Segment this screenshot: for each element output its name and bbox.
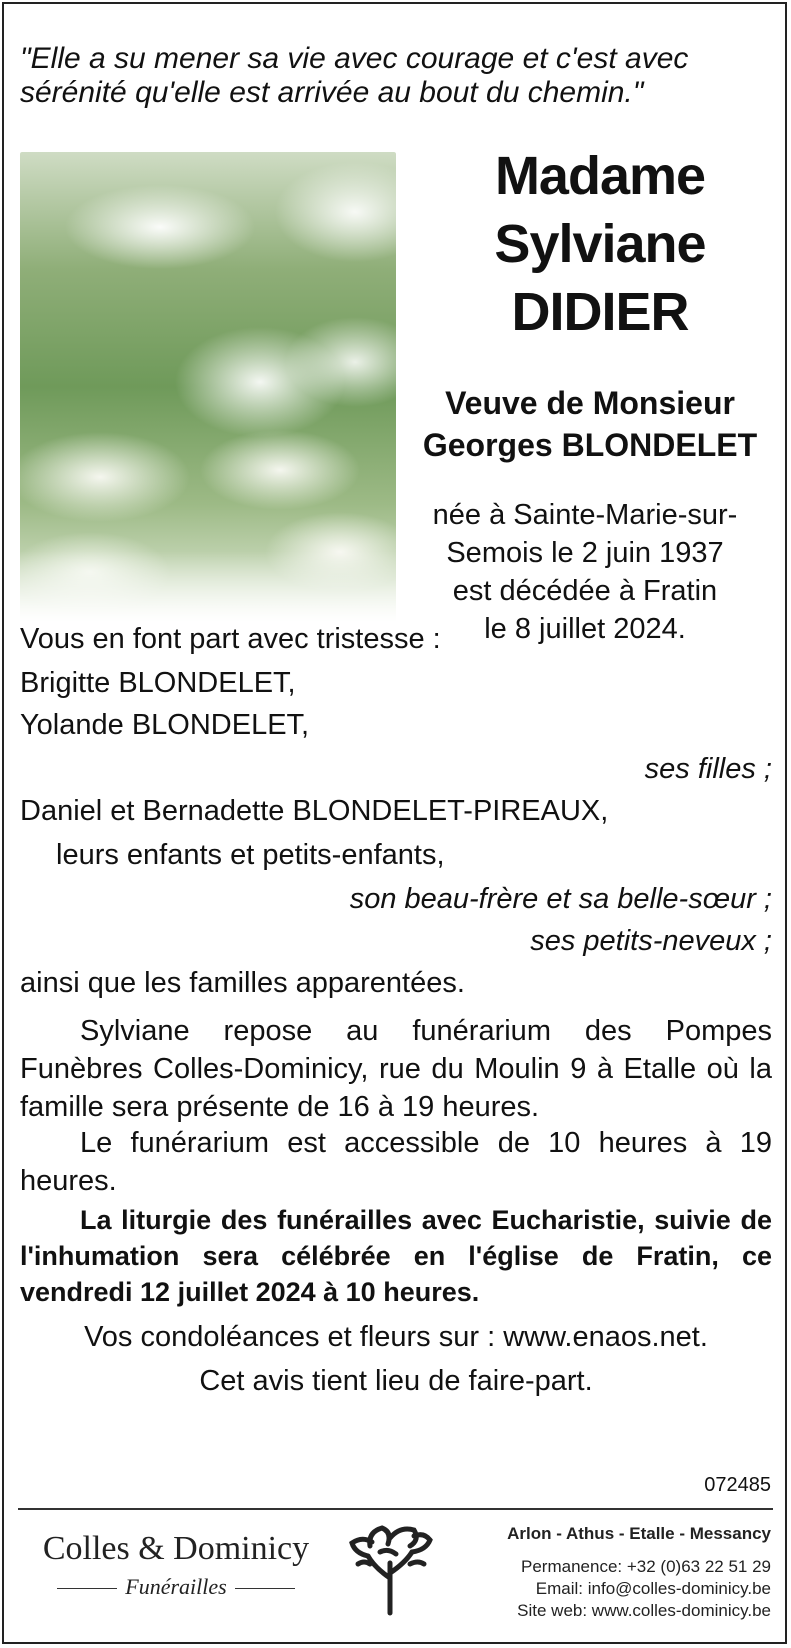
death-line-1: est décédée à Fratin	[452, 575, 718, 607]
hours-paragraph: Le funérarium est accessible de 10 heures à 19 heures.	[20, 1127, 772, 1197]
inlaws: Daniel et Bernadette BLONDELET-PIREAUX,	[20, 795, 609, 827]
notice-text: Cet avis tient lieu de faire-part.	[199, 1365, 593, 1397]
deceased-lastname: DIDIER	[511, 282, 689, 342]
daughters-role: ses filles ;	[644, 753, 772, 785]
company-subtitle	[40, 1574, 312, 1600]
deceased-firstname: Sylviane	[494, 214, 706, 274]
reference-number: 072485	[704, 1474, 771, 1496]
daughter-2: Yolande BLONDELET,	[20, 709, 310, 741]
contact-info	[517, 1556, 771, 1622]
rest-paragraph: Sylviane repose au funérarium des Pompes Funèbres Colles-Dominicy, rue du Moulin 9 à Etalle où la famille sera présente de 16 à 19 heures.	[20, 1015, 772, 1123]
daisy-photo	[20, 152, 396, 622]
inlaws-children: leurs enfants et petits-enfants,	[56, 839, 445, 871]
widow-of	[410, 382, 770, 466]
phone-text: Permanence: +32 (0)63 22 51 29	[521, 1557, 771, 1576]
deceased-title: Madame	[494, 146, 706, 206]
birth-line-2: Semois le 2 juin 1937	[446, 537, 724, 569]
inlaws-role: son beau-frère et sa belle-sœur ;	[349, 883, 772, 915]
tree-icon	[340, 1518, 440, 1618]
birth-line-1: née à Sainte-Marie-sur-	[432, 499, 738, 531]
company-subtitle-text: Funérailles	[125, 1574, 227, 1599]
condolences-text: Vos condoléances et fleurs sur : www.enaos.net.	[84, 1321, 708, 1353]
office-cities: Arlon - Athus - Etalle - Messancy	[507, 1524, 771, 1543]
footer-divider	[18, 1508, 773, 1510]
epitaph-quote: "Elle a su mener sa vie avec courage et c'est avec sérénité qu'elle est arrivée au bout du chemin."	[20, 42, 689, 109]
email-text: Email: info@colles-dominicy.be	[535, 1579, 771, 1598]
company-name: Colles & Dominicy	[42, 1530, 310, 1567]
widow-line-2: Georges BLONDELET	[422, 427, 758, 463]
relatives: ainsi que les familles apparentées.	[20, 967, 465, 999]
daughter-1: Brigitte BLONDELET,	[20, 667, 296, 699]
website-text: Site web: www.colles-dominicy.be	[517, 1601, 771, 1620]
liturgy-paragraph: La liturgie des funérailles avec Eucharistie, suivie de l'inhumation sera célébrée en l'église de Fratin, ce vendredi 12 juillet 2024 à 10 heures.	[20, 1205, 772, 1307]
death-line-2: le 8 juillet 2024.	[484, 613, 686, 645]
nephews-role: ses petits-neveux ;	[530, 925, 772, 957]
deceased-name	[420, 142, 780, 346]
widow-line-1: Veuve de Monsieur	[445, 385, 735, 421]
announce-text: Vous en font part avec tristesse :	[20, 623, 441, 655]
